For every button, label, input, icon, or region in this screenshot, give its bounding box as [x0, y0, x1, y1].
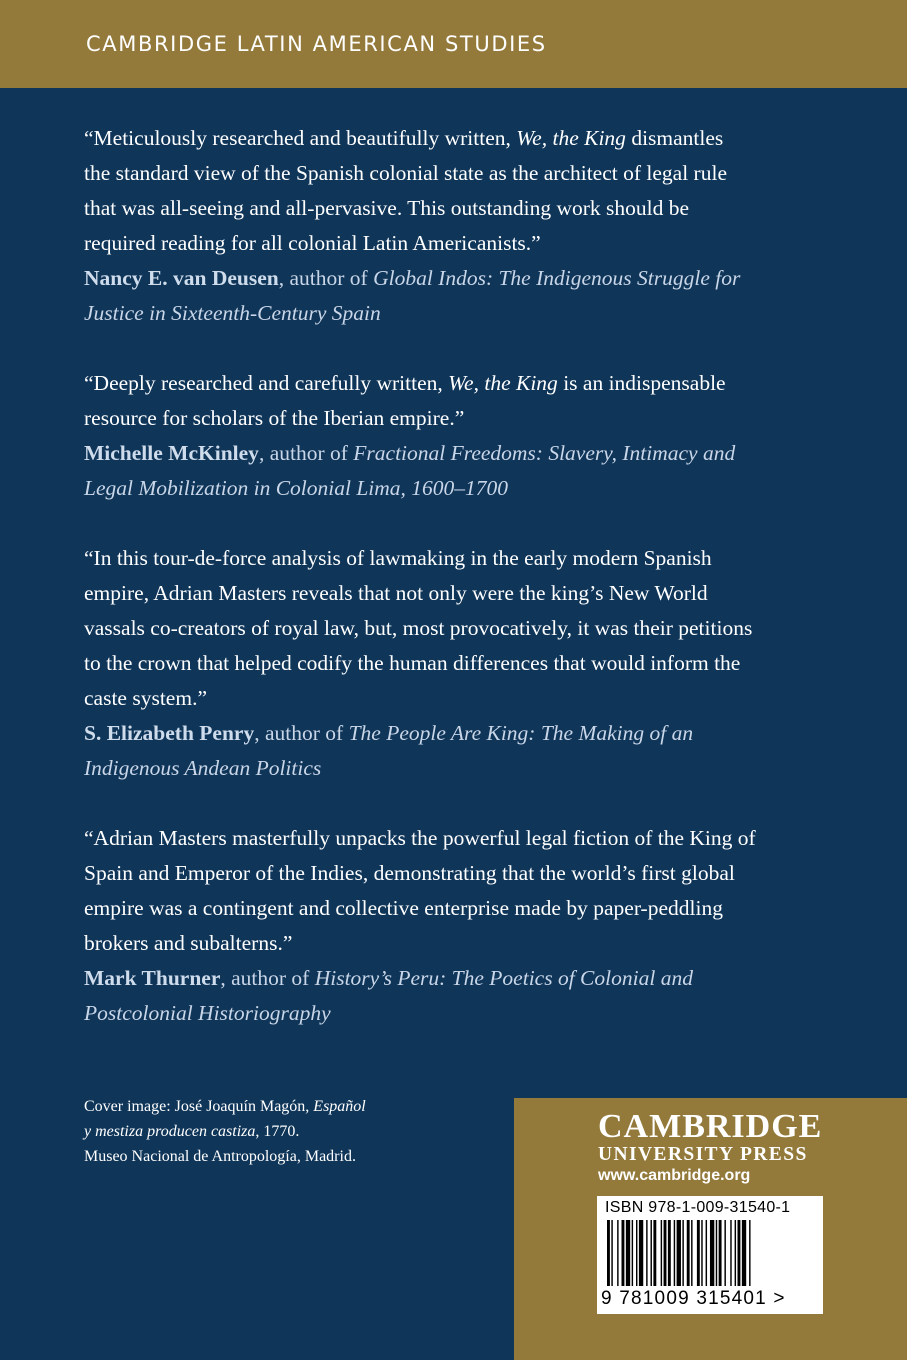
quote-text: “Deeply researched and carefully written, — [84, 371, 449, 395]
publisher-url: www.cambridge.org — [598, 1167, 751, 1184]
author-suffix: , author of — [258, 441, 354, 465]
author-suffix: , author of — [254, 721, 349, 745]
author-name: Michelle McKinley — [84, 441, 259, 465]
blurb-quote — [84, 821, 844, 961]
artwork-title: Español y mestiza producen castiza — [84, 1098, 366, 1140]
publisher-logo: CAMBRIDGE — [598, 1108, 823, 1145]
credit-prefix: Cover image: José Joaquín Magón, — [84, 1098, 314, 1115]
isbn-label: ISBN 978-1-009-31540-1 — [605, 1199, 791, 1216]
author-suffix: , author of — [278, 266, 374, 290]
blurb-attribution — [84, 436, 844, 506]
quote-text: “Adrian Masters masterfully unpacks the powerful legal fiction of the King of Spain and Emperor of the Indies, demonstrating that the world’s first global empire was a contingent and collective enterprise made by paper-peddling brokers and subalterns.” — [84, 826, 756, 955]
blurb-1 — [84, 121, 844, 331]
barcode-panel — [597, 1196, 823, 1314]
barcode-digits: 9 781009 315401 > — [601, 1288, 786, 1309]
barcode-icon — [601, 1220, 819, 1288]
author-work: The People Are King: The Making of an Indigenous Andean Politics — [84, 721, 694, 780]
book-title: We, the King — [516, 126, 626, 150]
series-bar — [0, 0, 907, 88]
blurb-4 — [84, 821, 844, 1031]
quote-text: “Meticulously researched and beautifully written, — [84, 126, 517, 150]
blurb-quote — [84, 366, 844, 436]
blurb-attribution — [84, 261, 844, 331]
author-suffix: , author of — [220, 966, 315, 990]
quote-text: dismantles the standard view of the Spanish colonial state as the architect of legal rule that was all-seeing and all-pervasive. This outstanding work should be required reading for all colonial Latin Americanists.” — [84, 126, 727, 255]
blurb-2 — [84, 366, 844, 506]
blurb-attribution — [84, 716, 844, 786]
blurb-attribution — [84, 961, 844, 1031]
blurb-quote — [84, 121, 844, 261]
author-work: Fractional Freedoms: Slavery, Intimacy and Legal Mobilization in Colonial Lima, 1600–1700 — [84, 441, 736, 500]
museum-credit: Museo Nacional de Antropología, Madrid. — [84, 1148, 356, 1165]
blurb-3 — [84, 541, 844, 786]
author-work: Global Indos: The Indigenous Struggle for Justice in Sixteenth-Century Spain — [84, 266, 741, 325]
publisher-subtitle: UNIVERSITY PRESS — [598, 1144, 808, 1165]
author-name: S. Elizabeth Penry — [84, 721, 255, 745]
quote-text: is an indispensable resource for scholars of the Iberian empire.” — [84, 371, 726, 430]
blurb-quote — [84, 541, 844, 716]
artwork-year: , 1770. — [255, 1123, 300, 1140]
cover-image-credit — [84, 1094, 424, 1169]
author-name: Nancy E. van Deusen — [84, 266, 279, 290]
author-name: Mark Thurner — [84, 966, 221, 990]
author-work: History’s Peru: The Poetics of Colonial and Postcolonial Historiography — [84, 966, 693, 1025]
series-title: CAMBRIDGE LATIN AMERICAN STUDIES — [86, 32, 547, 56]
book-title: We, the King — [448, 371, 558, 395]
quote-text: “In this tour-de-force analysis of lawmaking in the early modern Spanish empire, Adrian Masters reveals that not only were the king’s New World vassals co-creators of royal law, but, most provocatively, it was their petitions to the crown that helped codify the human differences that would inform the caste system.” — [84, 546, 753, 710]
